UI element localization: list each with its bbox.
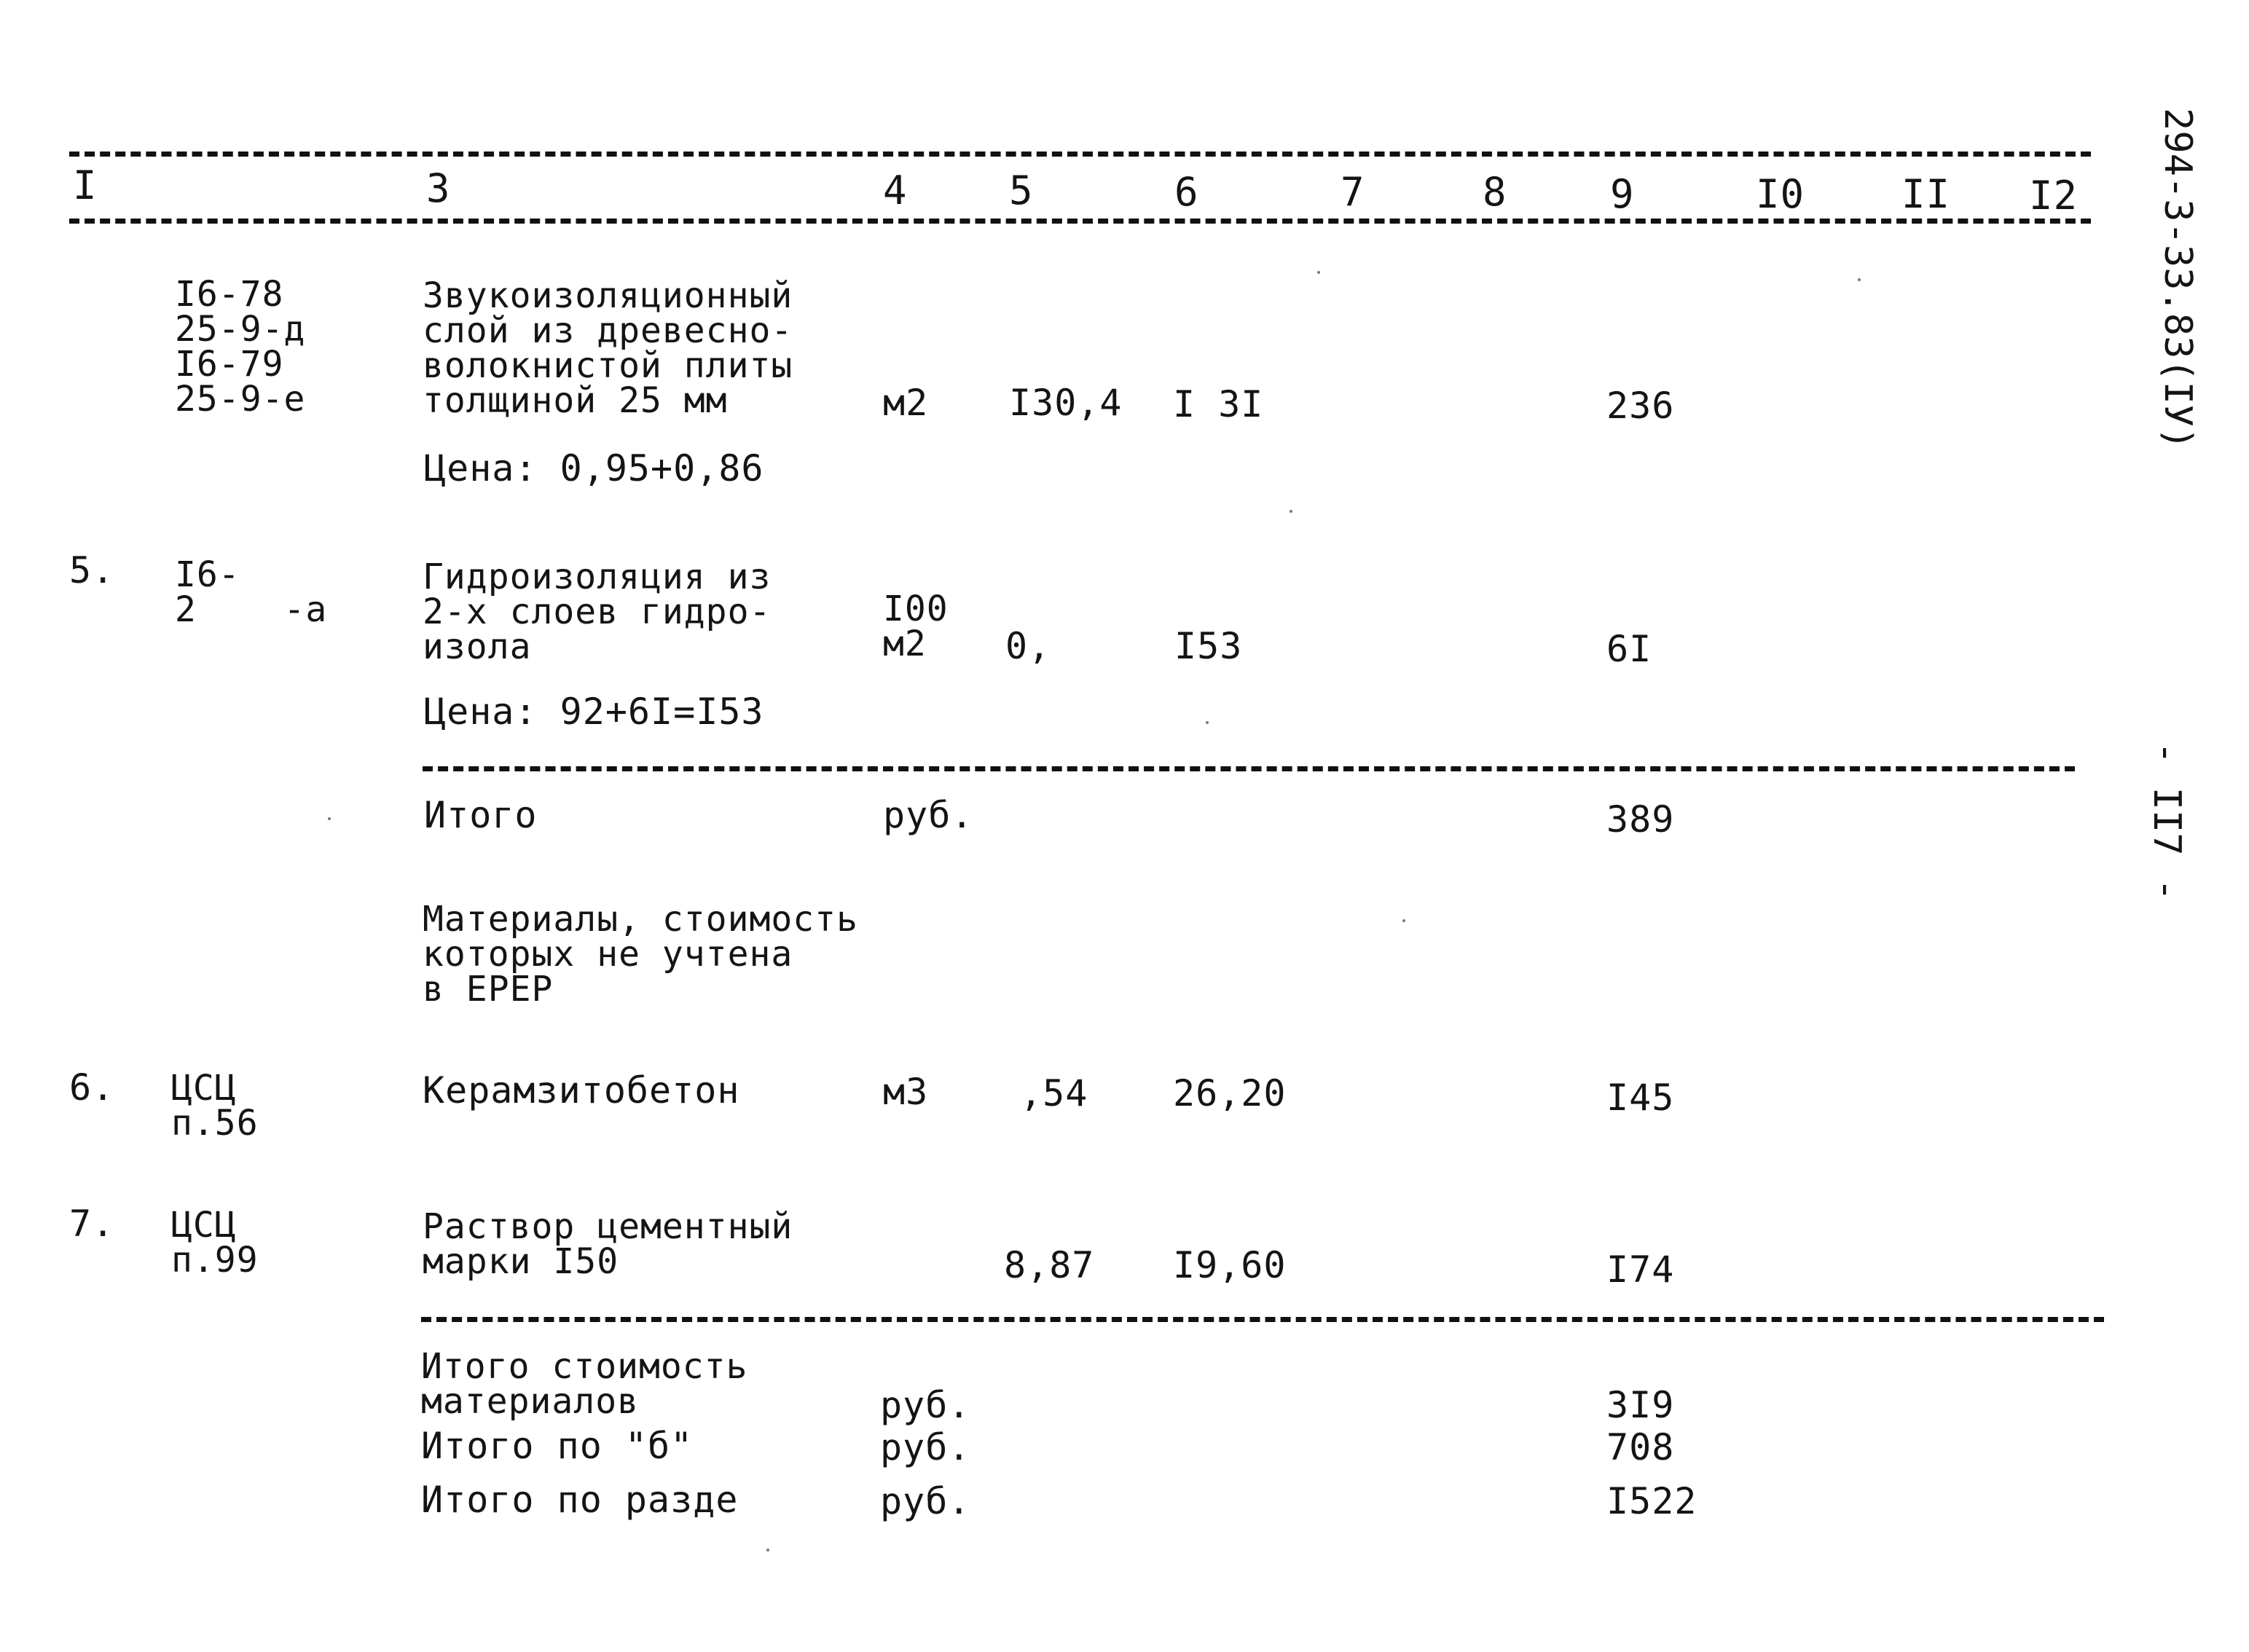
row-qty: ,54: [1020, 1072, 1088, 1114]
col-header-11: II: [1901, 171, 1951, 217]
row-total: I45: [1606, 1077, 1675, 1119]
row-price: Цена: 0,95+0,86: [424, 447, 764, 489]
totals-materials-label: Итого стоимость материалов: [421, 1346, 748, 1422]
totals-section-label: Итого по разде: [421, 1479, 739, 1521]
row-name: Звукоизоляционный слой из древесно- волокнистой плиты толщиной 25 мм: [423, 275, 793, 421]
doc-code: 294-3-33.83(IУ): [2156, 108, 2199, 450]
totals-materials-value: 3I9: [1606, 1384, 1675, 1426]
row-price: Цена: 92+6I=I53: [424, 691, 764, 733]
row-name: Гидроизоляция из 2-х слоев гидро- изола: [423, 556, 772, 667]
totals-rule: [421, 1317, 2104, 1322]
subtotal-unit: руб.: [883, 794, 974, 836]
col-header-6: 6: [1174, 169, 1199, 215]
row-qty: 8,87: [1004, 1244, 1095, 1286]
row-unit: I00 м2: [883, 589, 949, 664]
row-code: I6-78 25-9-д I6-79 25-9-е: [175, 274, 306, 420]
row-code: I6- 2 -а: [175, 554, 328, 630]
scan-speck: [1402, 919, 1405, 922]
row-unit-cost: I53: [1174, 625, 1243, 667]
col-header-12: I2: [2029, 173, 2079, 219]
row-name: Раствор цементный марки I50: [423, 1206, 793, 1282]
col-header-5: 5: [1009, 168, 1034, 213]
row-number: 6.: [69, 1066, 115, 1109]
scan-speck: [1206, 721, 1209, 724]
row-number: 7.: [69, 1203, 115, 1245]
scan-speck: [766, 1549, 769, 1551]
subtotal-rule: [423, 766, 2075, 771]
row-total: 6I: [1606, 628, 1652, 670]
col-header-7: 7: [1341, 169, 1365, 215]
totals-b-label: Итого по "б": [421, 1425, 694, 1467]
col-header-8: 8: [1483, 169, 1507, 215]
header-top-rule: [69, 152, 2091, 157]
row-qty: I30,4: [1009, 382, 1123, 424]
col-header-1: I: [73, 162, 98, 208]
row-total: 236: [1606, 385, 1675, 427]
col-header-10: I0: [1756, 171, 1805, 217]
col-header-4: 4: [883, 168, 908, 213]
totals-section-value: I522: [1606, 1480, 1697, 1522]
col-header-9: 9: [1610, 171, 1635, 217]
row-name: Керамзитобетон: [423, 1069, 740, 1112]
totals-b-value: 708: [1606, 1426, 1675, 1468]
page-number: - II7 -: [2145, 742, 2189, 902]
totals-b-unit: руб.: [880, 1426, 971, 1468]
scan-speck: [328, 817, 331, 820]
scan-speck: [1290, 510, 1292, 513]
row-unit: м2: [883, 382, 929, 424]
row-unit-cost: 26,20: [1173, 1072, 1287, 1114]
totals-section-unit: руб.: [880, 1480, 971, 1522]
row-code: ЦСЦ п.56: [171, 1068, 259, 1144]
row-qty: 0,: [1005, 625, 1051, 667]
row-unit-cost: I ЗI: [1173, 383, 1264, 425]
header-bottom-rule: [69, 219, 2091, 224]
subtotal-label: Итого: [424, 794, 538, 836]
row-unit: м3: [883, 1071, 929, 1113]
row-code: ЦСЦ п.99: [171, 1205, 259, 1281]
scan-speck: [1317, 271, 1320, 274]
subtotal-total: 389: [1606, 798, 1675, 841]
row-total: I74: [1606, 1248, 1675, 1291]
row-unit-cost: I9,60: [1173, 1244, 1287, 1286]
scan-speck: [1858, 278, 1861, 281]
col-header-3: 3: [426, 165, 451, 211]
row-number: 5.: [69, 549, 115, 591]
totals-materials-unit: руб.: [880, 1384, 971, 1426]
materials-heading: Материалы, стоимость которых не учтена в ЕРЕР: [423, 899, 858, 1010]
